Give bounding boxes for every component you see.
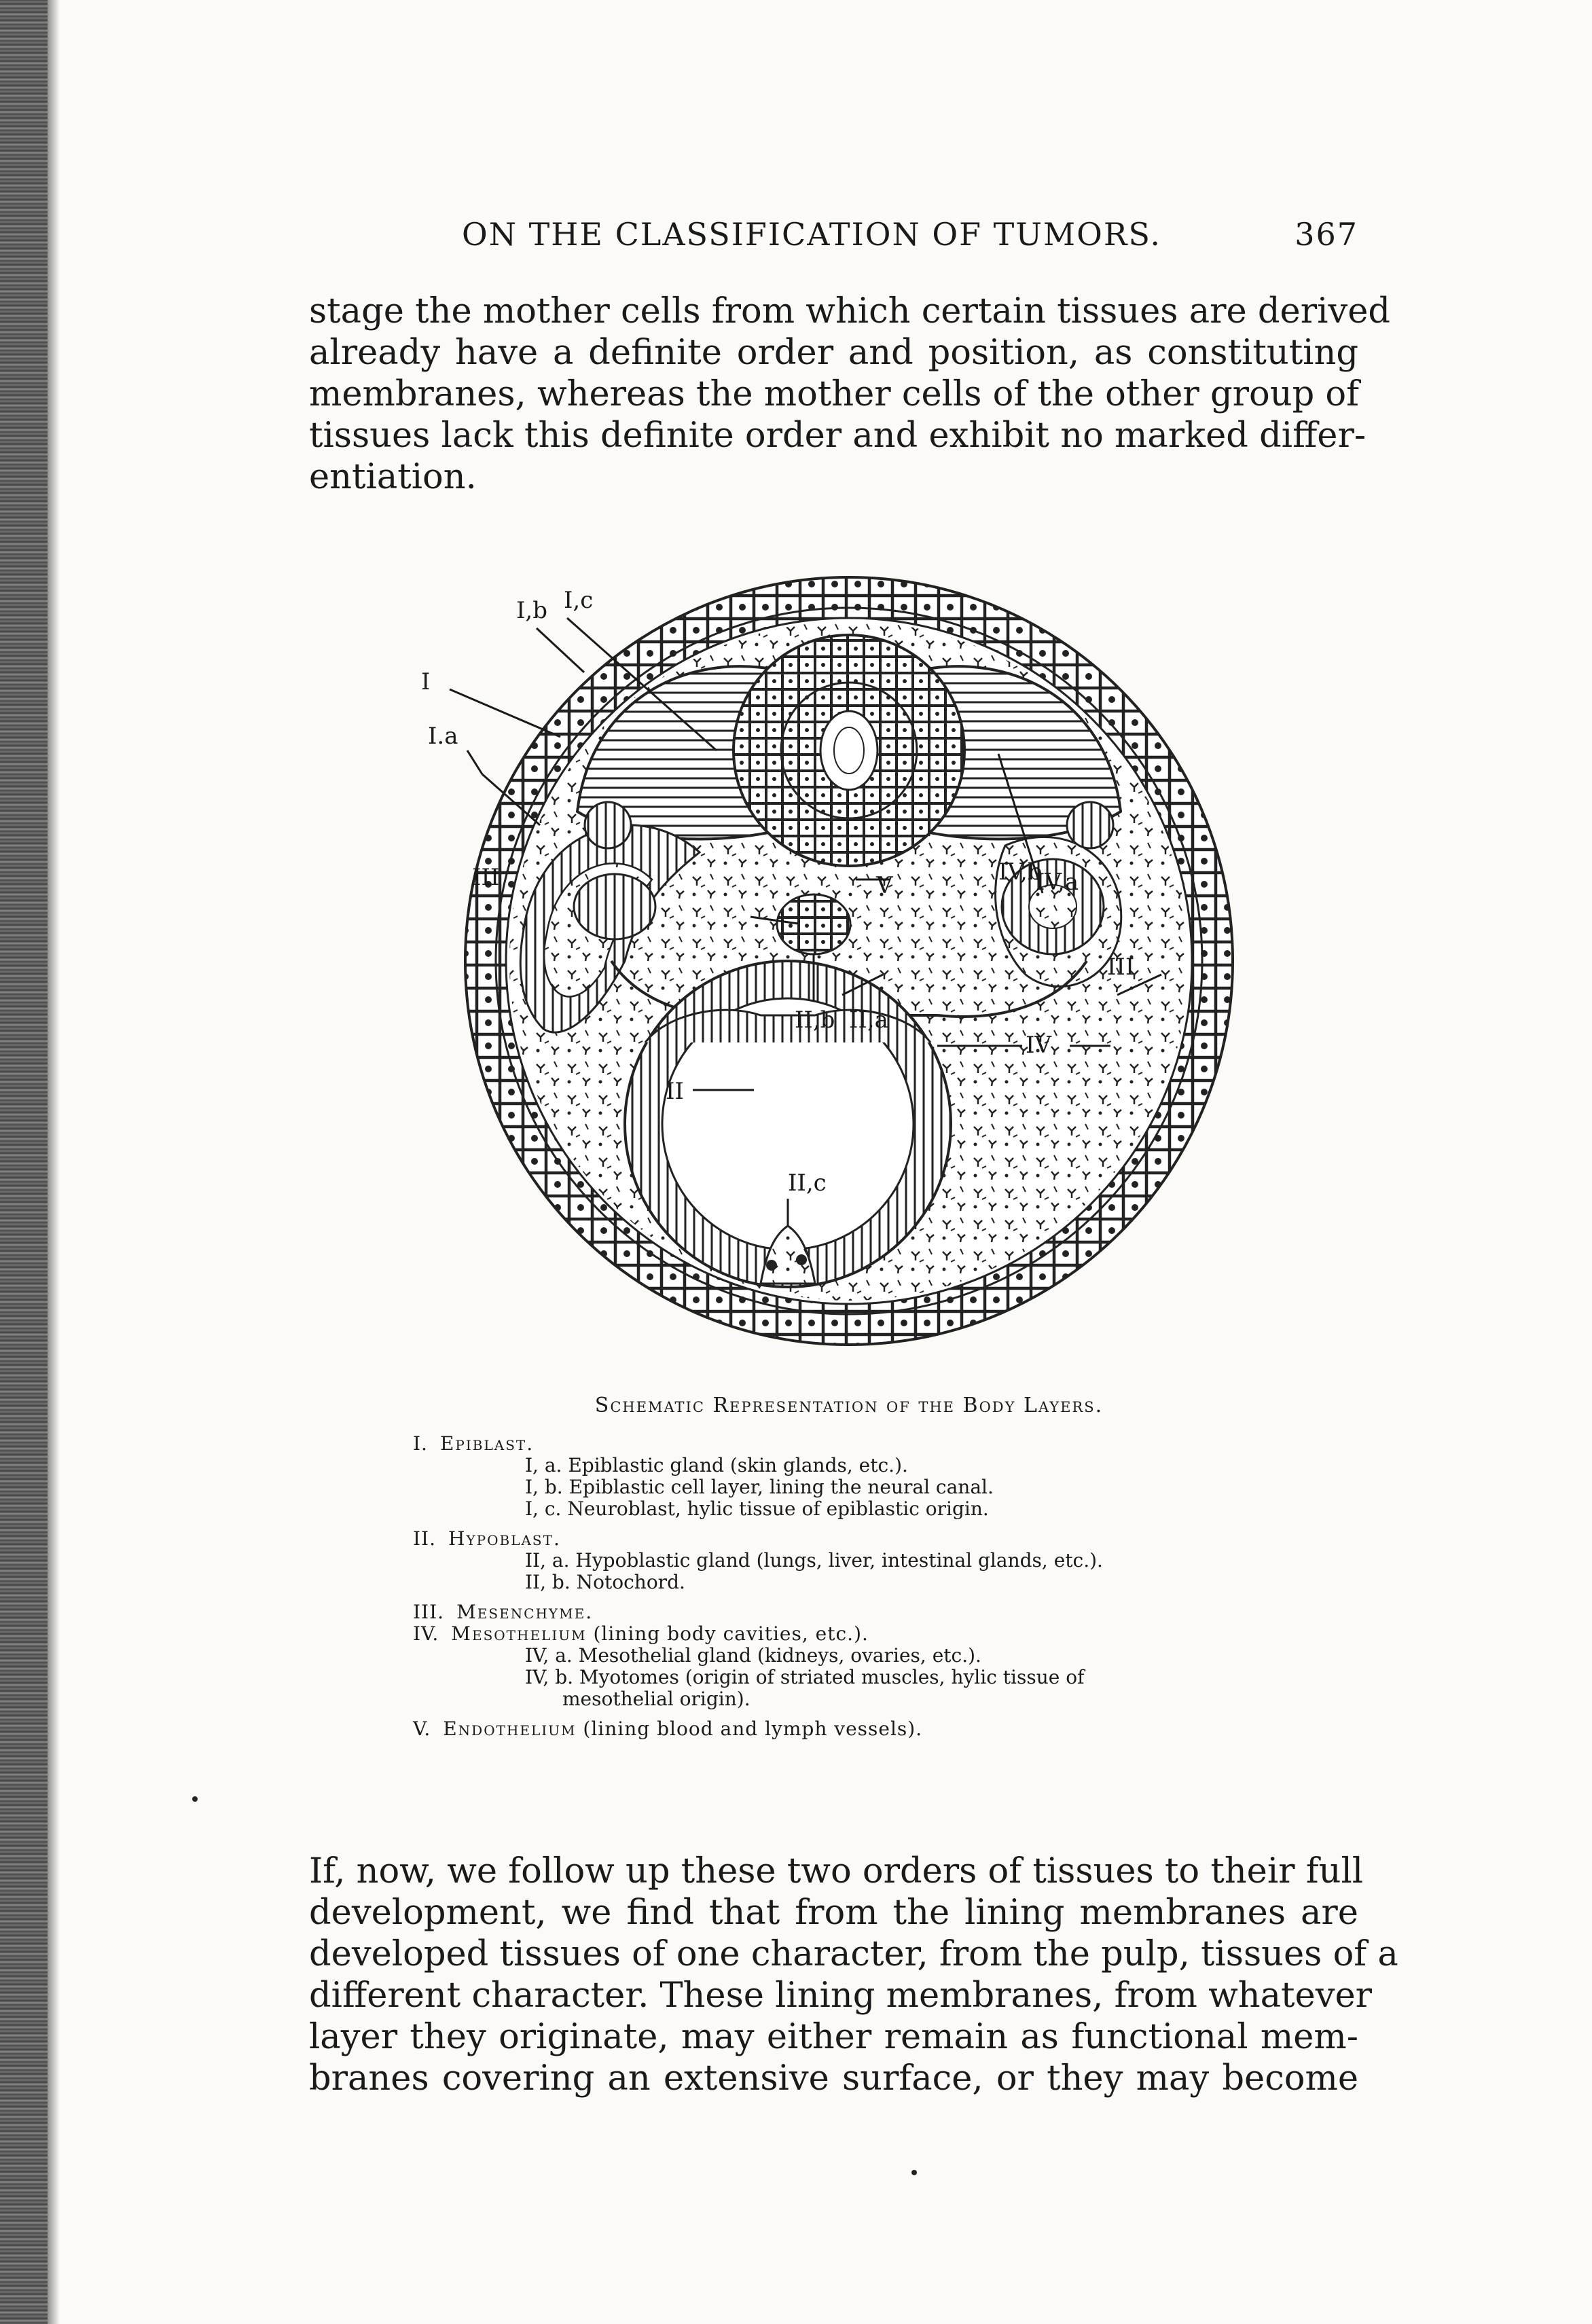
label-II-c: II,c xyxy=(788,1169,827,1197)
legend-sub: II, b. Notochord. xyxy=(525,1571,685,1593)
running-head-title: ON THE CLASSIFICATION OF TUMORS. xyxy=(462,216,1161,253)
legend-num: III. xyxy=(413,1601,445,1623)
label-I-b: I,b xyxy=(516,597,548,624)
body-layers-figure xyxy=(408,526,1290,1382)
legend-num: I. xyxy=(413,1432,428,1455)
label-II-b: II,b xyxy=(795,1006,835,1034)
label-II: II xyxy=(666,1078,684,1105)
legend-name: Endothelium xyxy=(443,1718,577,1740)
label-II-a: II,a xyxy=(849,1006,888,1034)
legend-sub: I, a. Epiblastic gland (skin glands, etc.). xyxy=(525,1454,908,1476)
paragraph-1 xyxy=(309,291,1391,498)
legend-entry-IV xyxy=(413,1623,1316,1710)
legend-entry-I xyxy=(413,1433,1316,1520)
legend-num: IV. xyxy=(413,1622,439,1645)
legend-name: Mesothelium xyxy=(451,1622,587,1645)
text-line: branes covering an extensive surface, or they may become xyxy=(309,2058,1358,2099)
legend-name: Mesenchyme. xyxy=(456,1601,594,1623)
figure-labels xyxy=(408,526,1290,1382)
label-III-left: III xyxy=(472,864,500,891)
legend-entry-II xyxy=(413,1528,1316,1593)
legend-num: II. xyxy=(413,1527,437,1550)
legend-name: Hypoblast. xyxy=(448,1527,561,1550)
legend-entry-III xyxy=(413,1601,1316,1623)
legend-sub: IV, a. Mesothelial gland (kidneys, ovaries, etc.). xyxy=(525,1644,981,1667)
text-line: development, we find that from the lining membranes are xyxy=(309,1893,1358,1933)
text-line: If, now, we follow up these two orders of tissues to their full xyxy=(309,1851,1364,1891)
label-I: I xyxy=(421,668,431,695)
text-line: already have a definite order and position, as constituting xyxy=(309,333,1358,373)
label-I-a: I.a xyxy=(428,723,458,750)
label-I-c: I,c xyxy=(564,587,594,614)
paragraph-2 xyxy=(309,1851,1398,2099)
label-III-right: III xyxy=(1107,954,1135,981)
legend-num: V. xyxy=(413,1718,431,1740)
legend-sub: I, b. Epiblastic cell layer, lining the neural canal. xyxy=(525,1476,994,1498)
text-line: entiation. xyxy=(309,457,477,497)
legend-entry-V xyxy=(413,1718,1316,1740)
legend-sub: II, a. Hypoblastic gland (lungs, liver, intestinal glands, etc.). xyxy=(525,1549,1103,1572)
running-head xyxy=(462,216,1358,264)
print-speck xyxy=(911,2170,917,2175)
label-IV: IV xyxy=(1026,1032,1051,1059)
binding-shadow xyxy=(48,0,60,2324)
label-V: V xyxy=(876,872,893,899)
text-line: membranes, whereas the mother cells of the other group of xyxy=(309,374,1360,414)
legend-desc: (lining blood and lymph vessels). xyxy=(583,1718,923,1740)
figure-legend xyxy=(413,1433,1316,1740)
legend-sub-cont: mesothelial origin). xyxy=(562,1688,750,1710)
book-binding-edge xyxy=(0,0,48,2324)
text-line: stage the mother cells from which certain tissues are derived xyxy=(309,291,1391,331)
legend-desc: (lining body cavities, etc.). xyxy=(593,1622,869,1645)
text-line: developed tissues of one character, from the pulp, tissues of a xyxy=(309,1934,1398,1974)
page-number: 367 xyxy=(1295,216,1358,253)
print-speck xyxy=(192,1796,198,1802)
figure-caption: Schematic Representation of the Body Layers. xyxy=(594,1394,1104,1417)
text-line: different character. These lining membranes, from whatever xyxy=(309,1976,1373,2016)
legend-sub: IV, b. Myotomes (origin of striated muscles, hylic tissue of xyxy=(525,1666,1085,1688)
text-line: tissues lack this definite order and exhibit no marked differ- xyxy=(309,416,1367,456)
label-IV-a: IV,a xyxy=(1036,869,1079,896)
label-IV-b: IV,b xyxy=(998,858,1043,886)
legend-sub: I, c. Neuroblast, hylic tissue of epiblastic origin. xyxy=(525,1497,989,1520)
text-line: layer they originate, may either remain as functional mem- xyxy=(309,2017,1358,2057)
legend-name: Epiblast. xyxy=(439,1432,535,1455)
